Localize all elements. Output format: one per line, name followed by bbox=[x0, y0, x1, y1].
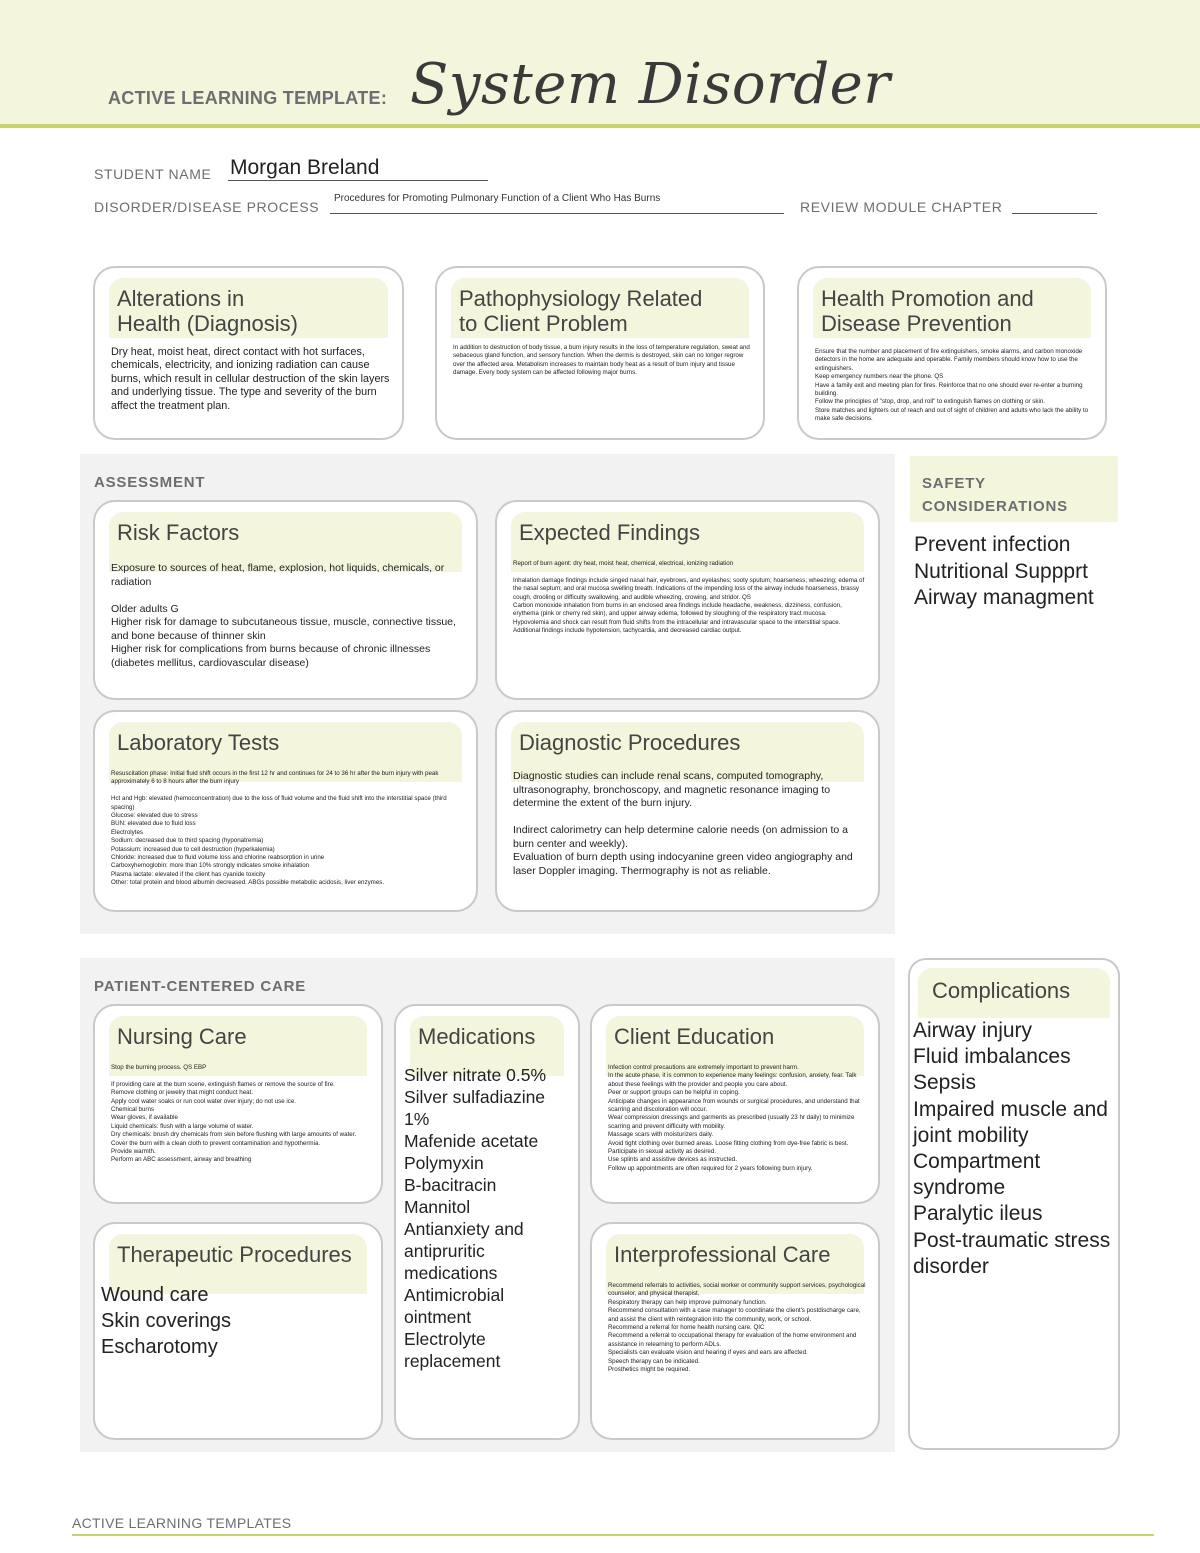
disorder-line bbox=[330, 213, 784, 214]
nursing-care-title: Nursing Care bbox=[117, 1024, 247, 1049]
therapeutic-procedures-title: Therapeutic Procedures bbox=[117, 1242, 352, 1267]
medications-title: Medications bbox=[418, 1024, 536, 1049]
alterations-body[interactable]: Dry heat, moist heat, direct contact with hot surfaces, chemicals, electricity, and ionizing radiation can cause burns, which result in cellular destruction of the skin layers and underlying tissue. The type and severity of the burn affect the treatment plan. bbox=[111, 346, 390, 412]
laboratory-tests-body[interactable]: Resuscitation phase: Initial fluid shift occurs in the first 12 hr and continues for 24 to 36 hr after the burn injury with peak approximately 6 to 8 hours after the burn injury Hct and Hgb: elevated (hemoconcentration) due to the loss of fluid volume and the fluid shift into the interstitial space (third spacing) Glucose: elevated due to stress BUN: elevated due to fluid loss Electrolytes Sodium: decreased due to third spacing (hyponatremia) Potassium: increased due to cell destruction (hyperkalemia) Chloride: increased due to fluid volume loss and chlorine reabsorption in urine Carboxyhemoglobin: more than 10% strongly indicates smoke inhalation Plasma lactate: elevated if the client has cyanide toxicity Other: total protein and blood albumin decreased. ABGs possible metabolic acidosis, liver enzymes. bbox=[111, 770, 447, 887]
diagnostic-procedures-title: Diagnostic Procedures bbox=[519, 730, 741, 755]
diagnostic-procedures-card bbox=[495, 710, 880, 912]
expected-findings-card bbox=[495, 500, 880, 700]
laboratory-tests-title: Laboratory Tests bbox=[117, 730, 280, 755]
interprofessional-care-title: Interprofessional Care bbox=[614, 1242, 831, 1267]
risk-factors-title: Risk Factors bbox=[117, 520, 240, 545]
safety-heading: SAFETY CONSIDERATIONS bbox=[922, 475, 1068, 515]
therapeutic-procedures-body[interactable]: Wound care Skin coverings Escharotomy bbox=[101, 1284, 232, 1358]
alterations-card bbox=[93, 266, 404, 440]
risk-factors-card bbox=[93, 500, 478, 700]
therapeutic-procedures-card bbox=[93, 1222, 383, 1440]
student-name-value[interactable]: Morgan Breland bbox=[230, 156, 380, 179]
medications-card bbox=[394, 1004, 580, 1440]
medications-body[interactable]: Silver nitrate 0.5% Silver sulfadiazine 1% Mafenide acetate Polymyxin B-bacitracin Mannitol Antianxiety and antipruritic medications Antimicrobial ointment Electrolyte replacement bbox=[404, 1065, 547, 1371]
student-name-line bbox=[228, 180, 488, 181]
diagnostic-procedures-body[interactable]: Diagnostic studies can include renal scans, computed tomography, ultrasonography, bronchoscopy, and magnetic resonance imaging to determine the extent of the burn injury. Indirect calorimetry can help determine calorie needs (on admission to a burn center and weekly). Evaluation of burn depth using indocyanine green video angiography and laser Doppler imaging. Thermography is not as reliable. bbox=[513, 770, 853, 877]
complications-card bbox=[908, 958, 1120, 1450]
safety-items[interactable]: Prevent infection Nutritional Suppprt Airway managment bbox=[914, 533, 1094, 609]
expected-findings-body[interactable]: Report of burn agent: dry heat, moist heat, chemical, electrical, ionizing radiation Inhalation damage findings include singed nasal hair, eyebrows, and eyelashes; sooty sputum; hoarseness; wheezing; edema of the nasal septum; and oral mucosa swelling breath. Indications of the impending loss of the airway include hoarseness, brassy cough, drooling or difficulty swallowing, and audible wheezing, crowing, and stridor. QS Carbon monoxide inhalation from burns in an enclosed area findings include headache, weakness, dizziness, confusion, erythema (pink or cherry red skin), and upper airway edema, followed by sloughing of the respiratory tract mucosa. Hypovolemia and shock can result from fluid shifts from the intracellular and intravascular space to the interstitial space. Additional findings include hypotension, tachycardia, and decreased cardiac output. bbox=[513, 560, 865, 635]
client-education-card bbox=[590, 1004, 880, 1204]
complications-body[interactable]: Airway injury Fluid imbalances Sepsis Impaired muscle and joint mobility Compartment syndrome Paralytic ileus Post-traumatic stress disorder bbox=[913, 1019, 1111, 1278]
health-promotion-title: Health Promotion and Disease Prevention bbox=[821, 286, 1034, 336]
nursing-care-card bbox=[93, 1004, 383, 1204]
laboratory-tests-card bbox=[93, 710, 478, 912]
patient-centered-care-heading: PATIENT-CENTERED CARE bbox=[94, 978, 307, 995]
health-promotion-body[interactable]: Ensure that the number and placement of fire extinguishers, smoke alarms, and carbon monoxide detectors in the home are adequate and operable. Family members should know how to use the extinguishers. Keep emergency numbers near the phone. QS Have a family exit and meeting plan for fires. Reinforce that no one should ever re-enter a burning building. Follow the principles of "stop, drop, and roll" to extinguish flames on clothing or skin. Store matches and lighters out of reach and out of sight of children and adults who lack the ability to make safe decisions. bbox=[815, 348, 1089, 423]
disorder-label: DISORDER/DISEASE PROCESS bbox=[94, 199, 320, 215]
review-chapter-label: REVIEW MODULE CHAPTER bbox=[800, 199, 1003, 215]
interprofessional-care-body[interactable]: Recommend referrals to activities, social worker or community support services, psychological counselor, and physical therapist. Respiratory therapy can help improve pulmonary function. Recommend consultation with a case manager to coordinate the client's postdischarge care, and assist the client with reintegration into the community, work, or school. Recommend a referral for home health nursing care. QIC Recommend a referral to occupational therapy for evaluation of the home environment and assistance in relearning to perform ADLs. Specialists can evaluate vision and hearing if eyes and ears are affected. Speech therapy can be indicated. Prosthetics might be required. bbox=[608, 1282, 866, 1374]
pathophysiology-title: Pathophysiology Related to Client Problem bbox=[459, 286, 703, 336]
disorder-value[interactable]: Procedures for Promoting Pulmonary Function of a Client Who Has Burns bbox=[334, 193, 661, 204]
expected-findings-title: Expected Findings bbox=[519, 520, 700, 545]
pathophysiology-card bbox=[435, 266, 765, 440]
pathophysiology-body[interactable]: In addition to destruction of body tissue, a burn injury results in the loss of temperature regulation, sweat and sebaceous gland function, and sensory function. When the dermis is destroyed, skin can no longer regrow over the affected area. Metabolism increases to maintain body heat as a result of burn injury and tissue damage. Every body system can be affected following major burns. bbox=[453, 344, 750, 377]
template-label: ACTIVE LEARNING TEMPLATE: bbox=[108, 88, 388, 108]
interprofessional-care-card bbox=[590, 1222, 880, 1440]
nursing-care-body[interactable]: Stop the burning process. QS EBP If providing care at the burn scene, extinguish flames or remove the source of fire. Remove clothing or jewelry that might conduct heat. Apply cool water soaks or run cool water over injury; do not use ice. Chemical burns Wear gloves, if available Liquid chemicals: flush with a large volume of water. Dry chemicals: brush dry chemicals from skin before flushing with large amounts of water. Cover the burn with a clean cloth to prevent contamination and hypothermia. Provide warmth. Perform an ABC assessment, airway and breathing bbox=[111, 1064, 357, 1164]
complications-title: Complications bbox=[932, 978, 1071, 1003]
student-name-label: STUDENT NAME bbox=[94, 166, 212, 182]
assessment-heading: ASSESSMENT bbox=[94, 474, 206, 491]
alterations-title: Alterations in Health (Diagnosis) bbox=[117, 286, 298, 336]
client-education-title: Client Education bbox=[614, 1024, 775, 1049]
review-chapter-line bbox=[1012, 213, 1097, 214]
footer-rule bbox=[72, 1534, 1154, 1536]
footer-text: ACTIVE LEARNING TEMPLATES bbox=[72, 1515, 292, 1531]
safety-section bbox=[908, 454, 1120, 944]
header-rule bbox=[0, 124, 1200, 128]
template-title: System Disorder bbox=[410, 52, 891, 117]
health-promotion-card bbox=[797, 266, 1107, 440]
risk-factors-body[interactable]: Exposure to sources of heat, flame, explosion, hot liquids, chemicals, or radiation Older adults G Higher risk for damage to subcutaneous tissue, muscle, connective tissue, and bone because of thinner skin Higher risk for complications from burns because of chronic illnesses (diabetes mellitus, cardiovascular disease) bbox=[111, 562, 456, 669]
client-education-body[interactable]: Infection control precautions are extremely important to prevent harm. In the acute phase, it is common to experience many feelings: confusion, anxiety, fear. Talk about these feelings with the provider and people you care about. Peer or support groups can be helpful in coping. Anticipate changes in appearance from wounds or surgical procedures, and understand that scarring and discoloration will occur. Wear compression dressings and garments as prescribed (usually 23 hr daily) to minimize scarring and prevent difficulty with mobility. Massage scars with moisturizers daily. Avoid tight clothing over burned areas. Loose fitting clothing from dye-free fabric is best. Participate in sexual activity as desired. Use splints and assistive devices as instructed. Follow up appointments are often required for 2 years following burn injury. bbox=[608, 1064, 860, 1172]
